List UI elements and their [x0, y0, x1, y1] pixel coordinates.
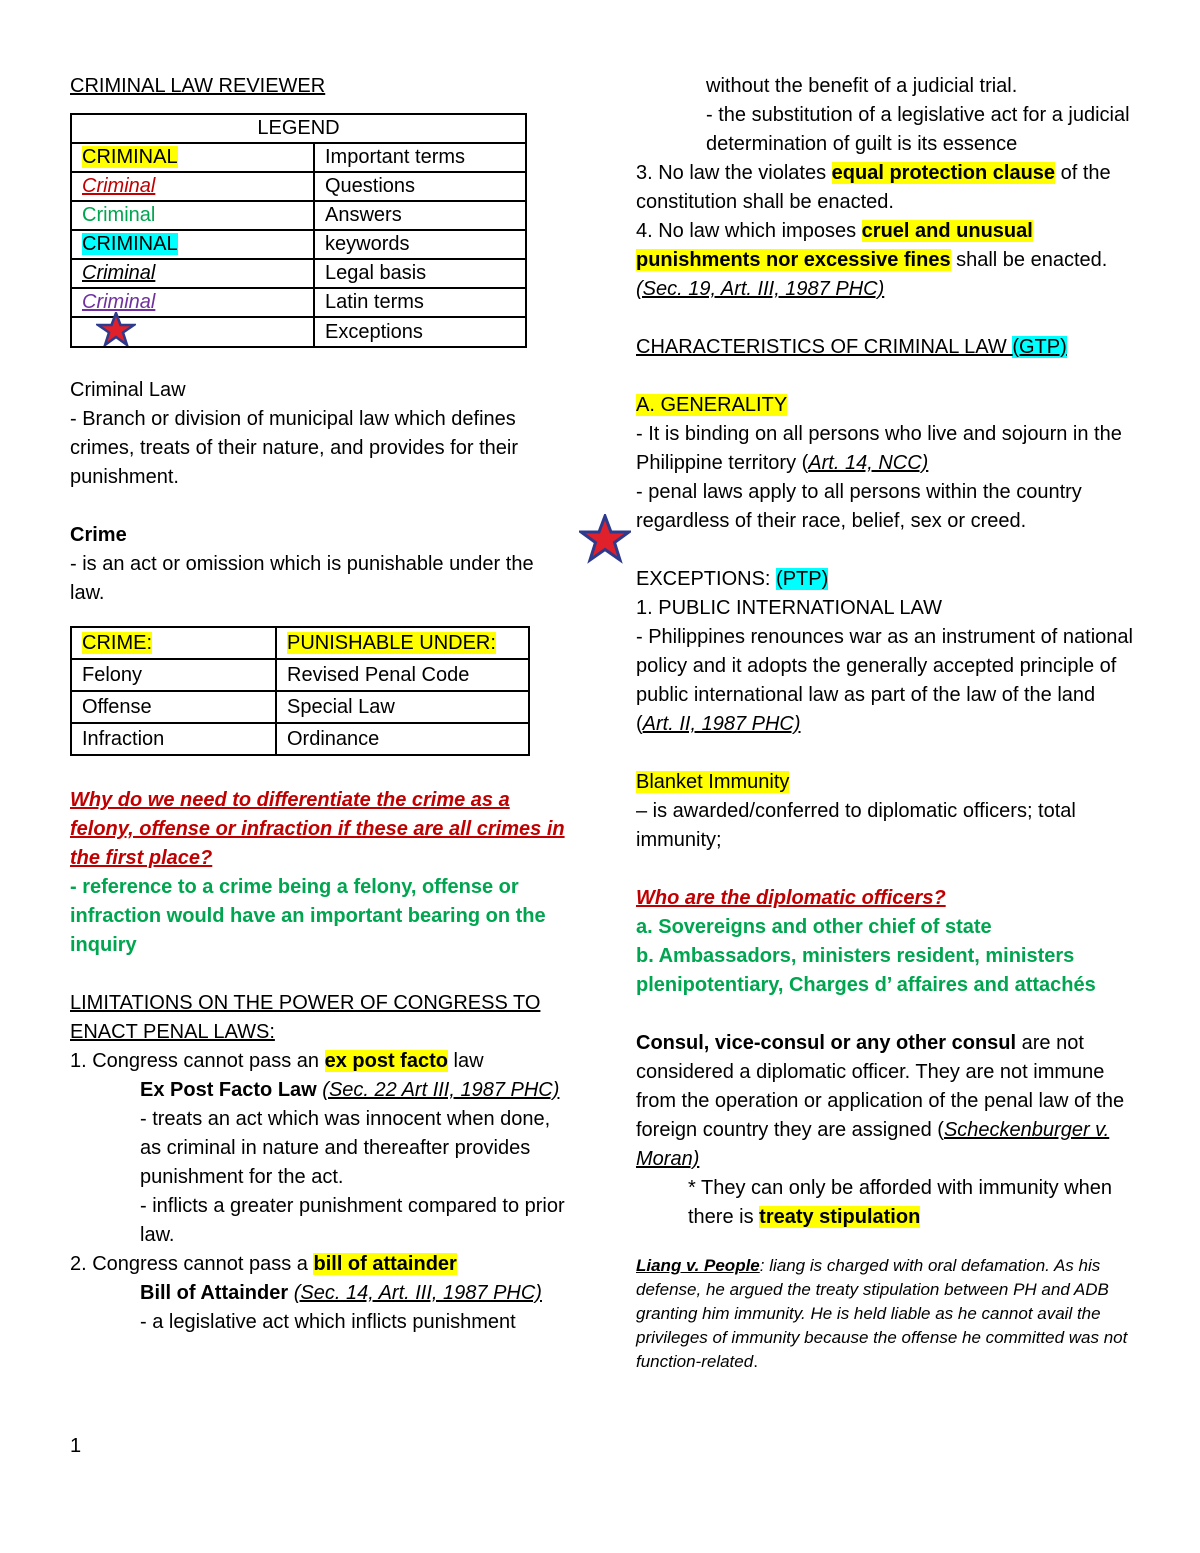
legend-value: Important terms: [314, 143, 526, 172]
page-number: 1: [70, 1435, 82, 1457]
keyword-treaty-stipulation: treaty stipulation: [759, 1206, 921, 1228]
legend-value: Latin terms: [314, 288, 526, 317]
treaty-note: * They can only be afforded with immunity when there is treaty stipulation: [688, 1177, 1112, 1228]
generality-heading: A. GENERALITY: [636, 394, 788, 416]
table-row: [71, 659, 529, 691]
consul-case: Scheckenburger v. Moran): [636, 1119, 1110, 1170]
legend-table: [70, 113, 527, 348]
bill-of-attainder-def-2: - the substitution of a legislative act for a judicial determination of guilt is its essence: [706, 104, 1130, 155]
limitation-4-basis: (Sec. 19, Art. III, 1987 PHC): [636, 278, 885, 300]
liang-case-name: Liang v. People: [636, 1256, 760, 1275]
consul-term: Consul, vice-consul or any other consul: [636, 1032, 1017, 1054]
consul-paragraph: Consul, vice-consul or any other consul are not considered a diplomatic officer. They are not immune from the operation or application of the penal law of the foreign country they are assigned (Scheckenburger v. Moran): [636, 1032, 1125, 1170]
answer-differentiate-crime: - reference to a crime being a felony, offense or infraction would have an important bearing on the inquiry: [70, 876, 546, 956]
legend-key-keyword: CRIMINAL: [82, 233, 178, 255]
left-column: [70, 72, 570, 1337]
bill-of-attainder-def-1: - a legislative act which inflicts punishment: [140, 1311, 516, 1333]
table-cell: Revised Penal Code: [276, 659, 529, 691]
characteristics-heading: CHARACTERISTICS OF CRIMINAL LAW (GTP): [636, 336, 1067, 358]
legend-row: [71, 172, 526, 201]
table-cell: Ordinance: [276, 723, 529, 755]
table-row: [71, 691, 529, 723]
ex-post-facto-def-2: - inflicts a greater punishment compared to prior law.: [140, 1195, 565, 1246]
generality-def-1: - It is binding on all persons who live and sojourn in the Philippine territory (Art. 14, NCC): [636, 423, 1122, 474]
table-row: [71, 723, 529, 755]
limitation-4: 4. No law which imposes cruel and unusual punishments nor excessive fines shall be enacted.: [636, 220, 1108, 271]
legend-row: [71, 288, 526, 317]
keyword-equal-protection: equal protection clause: [831, 162, 1056, 184]
public-international-law-basis: Art. II, 1987 PHC): [642, 713, 801, 735]
legend-header-row: [71, 114, 526, 143]
ex-post-facto-basis: (Sec. 22 Art III, 1987 PHC): [322, 1079, 560, 1101]
liang-case-paragraph: Liang v. People: liang is charged with oral defamation. As his defense, he argued the treaty stipulation between PH and ADB granting him immunity. He is held liable as he cannot avail the privileges of immunity because the offense he committed was not function-related.: [636, 1256, 1128, 1371]
legend-value: Legal basis: [314, 259, 526, 288]
legend-key-question: Criminal: [82, 175, 156, 197]
legend-key-answer: Criminal: [82, 204, 156, 226]
star-icon: [579, 514, 631, 564]
ex-post-facto-def-1: - treats an act which was innocent when done, as criminal in nature and thereafter provides punishment for the act.: [140, 1108, 551, 1188]
table-cell: Offense: [71, 691, 276, 723]
legend-header: LEGEND: [71, 114, 526, 143]
generality-basis: Art. 14, NCC): [808, 452, 929, 474]
legend-value: keywords: [314, 230, 526, 259]
generality-def-2: - penal laws apply to all persons within the country regardless of their race, belief, sex or creed.: [636, 481, 1082, 532]
crime-table-header: [71, 627, 529, 659]
blanket-immunity-heading: Blanket Immunity: [636, 771, 790, 793]
blanket-immunity-def: – is awarded/conferred to diplomatic officers; total immunity;: [636, 800, 1076, 851]
answer-diplomatic-a: a. Sovereigns and other chief of state: [636, 916, 992, 938]
limitations-heading: LIMITATIONS ON THE POWER OF CONGRESS TO ENACT PENAL LAWS:: [70, 992, 541, 1043]
crime-col-header: CRIME:: [82, 631, 152, 654]
punishable-col-header: PUNISHABLE UNDER:: [287, 631, 496, 654]
ex-post-facto-term: Ex Post Facto Law: [140, 1079, 317, 1101]
crime-heading: Crime: [70, 524, 127, 546]
legend-row: [71, 317, 526, 347]
star-icon: [96, 312, 136, 346]
question-diplomatic-officers: Who are the diplomatic officers?: [636, 887, 946, 909]
bill-of-attainder-continued: without the benefit of a judicial trial. - the substitution of a legislative act for a judicial determination of guilt is its essence: [636, 72, 1136, 159]
crime-definition: - is an act or omission which is punishable under the law.: [70, 553, 534, 604]
limitation-3: 3. No law the violates equal protection clause of the constitution shall be enacted.: [636, 162, 1111, 213]
legend-value: Questions: [314, 172, 526, 201]
legend-key-latin: Criminal: [82, 291, 156, 313]
legend-value: Answers: [314, 201, 526, 230]
limitation-1: 1. Congress cannot pass an ex post facto law: [70, 1050, 484, 1072]
legend-value: Exceptions: [314, 317, 526, 347]
legend-key-legal-basis: Criminal: [82, 262, 156, 284]
public-international-law-heading: 1. PUBLIC INTERNATIONAL LAW: [636, 597, 942, 619]
limitation-2: 2. Congress cannot pass a bill of attainder: [70, 1253, 457, 1275]
crime-table: [70, 626, 530, 756]
keyword-ptp: (PTP): [776, 568, 829, 590]
criminal-law-definition: - Branch or division of municipal law which defines crimes, treats of their nature, and provides for their punishment.: [70, 408, 518, 488]
bill-of-attainder-basis: (Sec. 14, Art. III, 1987 PHC): [293, 1282, 542, 1304]
legend-row: [71, 230, 526, 259]
exceptions-heading: EXCEPTIONS: (PTP): [636, 568, 829, 590]
legend-row: [71, 259, 526, 288]
keyword-gtp: (GTP): [1012, 336, 1067, 358]
keyword-ex-post-facto: ex post facto: [324, 1050, 448, 1072]
keyword-cruel-unusual: cruel and unusual punishments nor excessive fines: [636, 220, 1033, 271]
legend-row: [71, 143, 526, 172]
public-international-law-def: - Philippines renounces war as an instrument of national policy and it adopts the generally accepted principle of public international law as part of the law of the land (Art. II, 1987 PHC): [636, 626, 1133, 735]
bill-of-attainder-term: Bill of Attainder: [140, 1282, 289, 1304]
document-title: CRIMINAL LAW REVIEWER: [70, 75, 326, 97]
keyword-bill-of-attainder: bill of attainder: [313, 1253, 457, 1275]
question-differentiate-crime: Why do we need to differentiate the crime as a felony, offense or infraction if these are all crimes in the first place?: [70, 789, 565, 869]
bill-of-attainder-block: [70, 1279, 570, 1337]
table-cell: Special Law: [276, 691, 529, 723]
legend-row: [71, 201, 526, 230]
table-cell: Felony: [71, 659, 276, 691]
answer-diplomatic-b: b. Ambassadors, ministers resident, ministers plenipotentiary, Charges d’ affaires and attachés: [636, 945, 1096, 996]
legend-key-important: CRIMINAL: [82, 146, 178, 168]
ex-post-facto-block: [70, 1076, 570, 1250]
right-column: [636, 72, 1136, 1374]
criminal-law-heading: Criminal Law: [70, 379, 186, 401]
table-cell: Infraction: [71, 723, 276, 755]
